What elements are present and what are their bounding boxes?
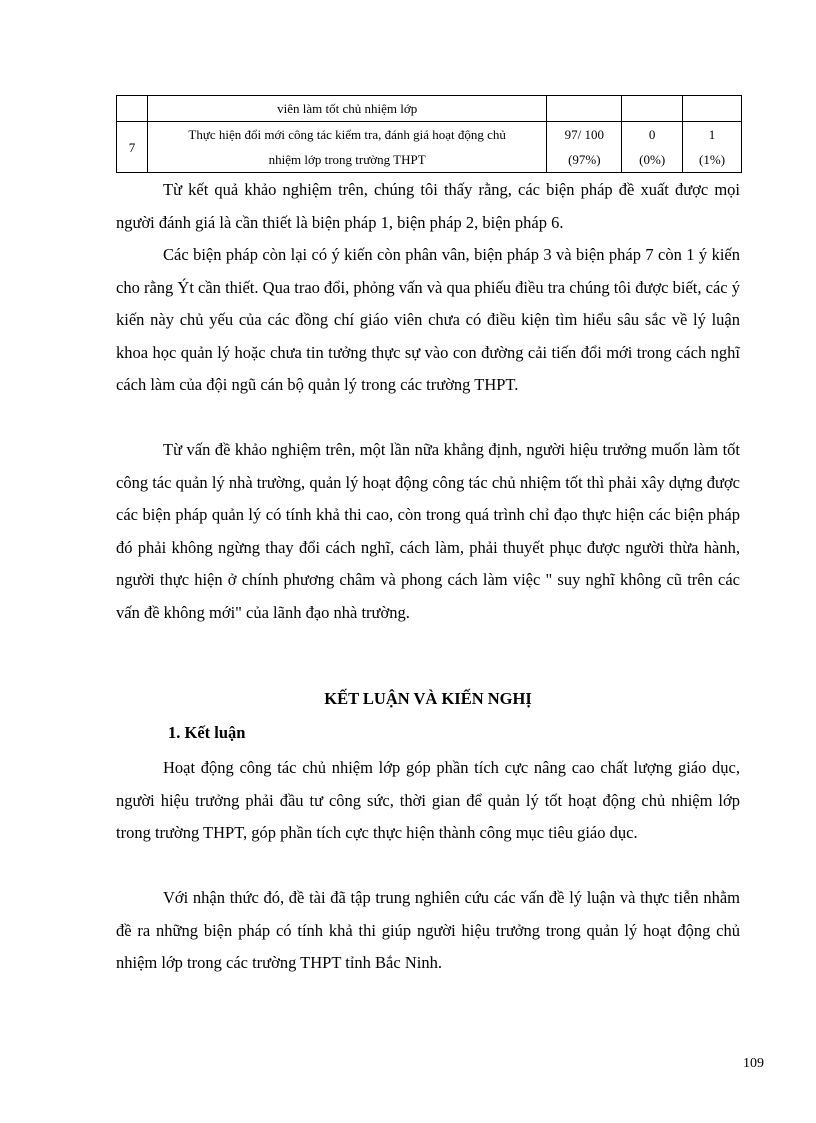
table-cell-count: 0 [648, 127, 656, 142]
table-cell-line: viên làm tốt chủ nhiệm lớp [277, 101, 418, 116]
table-row [117, 96, 742, 122]
subsection-heading: 1. Kết luận [168, 723, 246, 742]
paragraph-remaining-measures: Các biện pháp còn lại có ý kiến còn phân vân, biện pháp 3 và biện pháp 7 còn 1 ý kiến cho rằng Ýt cần thiết. Qua trao đổi, phỏng vấn và qua phiếu điều tra chúng tôi được biết, các ý kiến này chủ yếu của các đồng chí giáo viên chưa có điều kiện tìm hiểu sâu sắc về lý luận khoa học quản lý hoặc chưa tin tưởng thực sự vào con đường cải tiến đổi mới trong cách nghĩ cách làm của đội ngũ cán bộ quản lý trong các trường THPT. [116, 245, 740, 394]
table-cell-necessary [547, 122, 622, 173]
table-cell-no: 7 [117, 122, 148, 173]
table-cell-count: 97/ 100 [564, 127, 604, 142]
table-cell-content [147, 96, 547, 122]
table-cell-undecided [622, 96, 683, 122]
table-cell-unnecessary [683, 122, 742, 173]
table-cell-content [147, 122, 547, 173]
paragraph-affirmation: Từ vấn đề khảo nghiệm trên, một lần nữa khẳng định, người hiệu trưởng muốn làm tốt công tác quản lý nhà trường, quản lý hoạt động công tác chủ nhiệm tốt thì phải xây dựng được các biện pháp quản lý có tính khả thi cao, còn trong quá trình chỉ đạo thực hiện các biện pháp đó phải không ngừng thay đổi cách nghĩ, cách làm, phải thuyết phục được người thừa hành, người thực hiện ở chính phương châm và phong cách làm việc " suy nghĩ không cũ trên các vấn đề không mới" của lãnh đạo nhà trường. [116, 440, 740, 622]
paragraph-conclusion-2: Với nhận thức đó, đề tài đã tập trung nghiên cứu các vấn đề lý luận và thực tiễn nhằm đề ra những biện pháp có tính khả thi giúp người hiệu trưởng trong quản lý hoạt động chủ nhiệm lớp trong các trường THPT tỉnh Bắc Ninh. [116, 888, 740, 972]
survey-results-table [116, 95, 742, 173]
page-number: 109 [743, 1056, 764, 1071]
table-cell-no [117, 96, 148, 122]
table-cell-percent: (0%) [639, 152, 666, 167]
table-cell-undecided [622, 122, 683, 173]
paragraph-results-summary: Từ kết quả khảo nghiệm trên, chúng tôi thấy rằng, các biện pháp đề xuất được mọi người đánh giá là cần thiết là biện pháp 1, biện pháp 2, biện pháp 6. [116, 180, 740, 232]
table-row [117, 122, 742, 173]
table-cell-count: 1 [708, 127, 716, 142]
table-cell-line: nhiệm lớp trong trường THPT [268, 152, 426, 167]
table-cell-necessary [547, 96, 622, 122]
table-cell-line: Thực hiện đổi mới công tác kiểm tra, đánh giá hoạt động chủ [188, 127, 506, 142]
table-cell-percent: (1%) [699, 152, 726, 167]
section-heading: KẾT LUẬN VÀ KIẾN NGHỊ [324, 689, 532, 708]
table-cell-unnecessary [683, 96, 742, 122]
paragraph-conclusion-1: Hoạt động công tác chủ nhiệm lớp góp phần tích cực nâng cao chất lượng giáo dục, người hiệu trưởng phải đầu tư công sức, thời gian để quản lý tốt hoạt động chủ nhiệm lớp trong trường THPT, góp phần tích cực thực hiện thành công mục tiêu giáo dục. [116, 758, 740, 842]
table-cell-percent: (97%) [568, 152, 601, 167]
